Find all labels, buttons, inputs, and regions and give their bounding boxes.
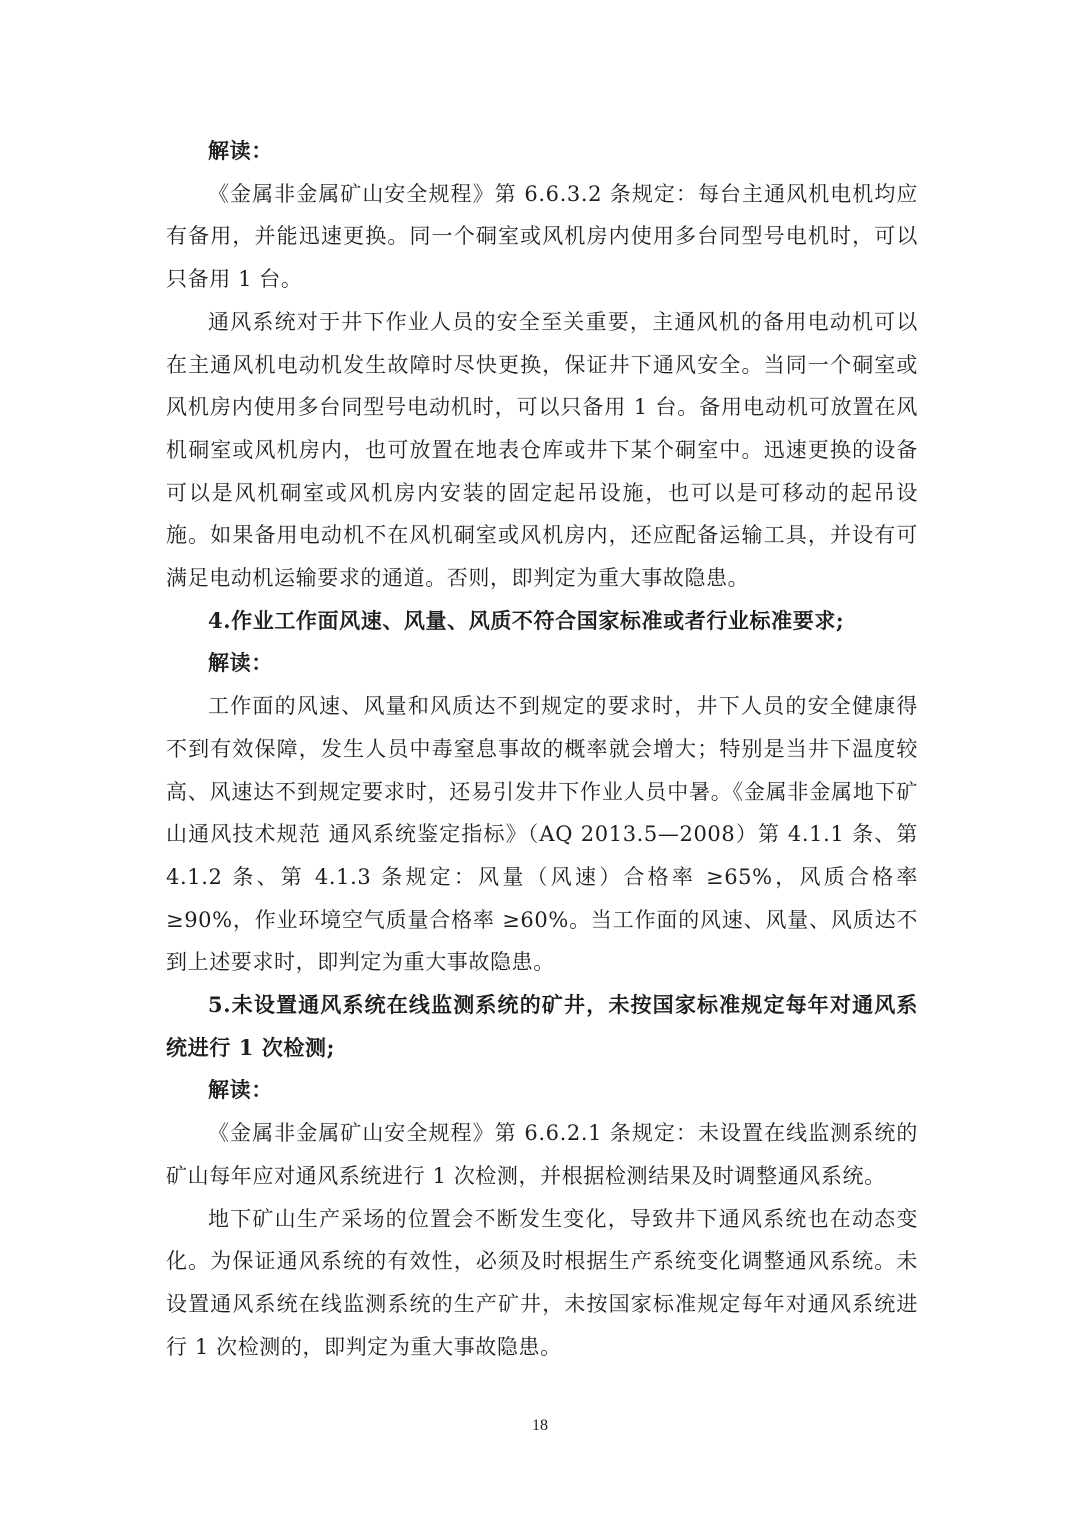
body-paragraph: 工作面的风速、风量和风质达不到规定的要求时，井下人员的安全健康得不到有效保障，发生人员中毒窒息事故的概率就会增大；特别是当井下温度较高、风速达不到规定要求时，还易引发井下作业人员中暑。《金属非金属地下矿山通风技术规范 通风系统鉴定指标》（AQ 2013.5—2008）第 4.1.1 条、第 4.1.2 条、第 4.1.3 条规定：风量（风速）合格率 ≥65%，风质合格率 ≥90%，作业环境空气质量合格率 ≥60%。当工作面的风速、风量、风质达不到上述要求时，即判定为重大事故隐患。 — [166, 694, 918, 975]
interpretation-label: 解读： — [208, 1077, 273, 1103]
body-paragraph: 《金属非金属矿山安全规程》第 6.6.2.1 条规定：未设置在线监测系统的矿山每年应对通风系统进行 1 次检测，并根据检测结果及时调整通风系统。 — [166, 1121, 918, 1188]
interpretation-label: 解读： — [208, 138, 273, 163]
interpretation-label: 解读： — [208, 650, 273, 676]
page-number: 18 — [532, 1417, 548, 1434]
body-paragraph: 通风系统对于井下作业人员的安全至关重要，主通风机的备用电动机可以在主通风机电动机发生故障时尽快更换，保证井下通风安全。当同一个硐室或风机房内使用多台同型号电动机时，可以只备用 1 台。备用电动机可放置在风机硐室或风机房内，也可放置在地表仓库或井下某个硐室中。迅速更换的设备可以是风机硐室或风机房内安装的固定起吊设施，也可以是可移动的起吊设施。如果备用电动机不在风机硐室或风机房内，还应配备运输工具，并设有可满足电动机运输要求的通道。否则，即判定为重大事故隐患。 — [166, 309, 918, 591]
document-page — [166, 130, 918, 1368]
section-heading-5: 5.未设置通风系统在线监测系统的矿井，未按国家标准规定每年对通风系统进行 1 次检测; — [166, 992, 918, 1060]
section-heading-4: 4.作业工作面风速、风量、风质不符合国家标准或者行业标准要求; — [208, 607, 845, 633]
body-paragraph: 《金属非金属矿山安全规程》第 6.6.3.2 条规定：每台主通风机电机均应有备用，并能迅速更换。同一个硐室或风机房内使用多台同型号电机时，可以只备用 1 台。 — [166, 181, 918, 292]
body-paragraph: 地下矿山生产采场的位置会不断发生变化，导致井下通风系统也在动态变化。为保证通风系统的有效性，必须及时根据生产系统变化调整通风系统。未设置通风系统在线监测系统的生产矿井，未按国家标准规定每年对通风系统进行 1 次检测的，即判定为重大事故隐患。 — [166, 1206, 918, 1359]
